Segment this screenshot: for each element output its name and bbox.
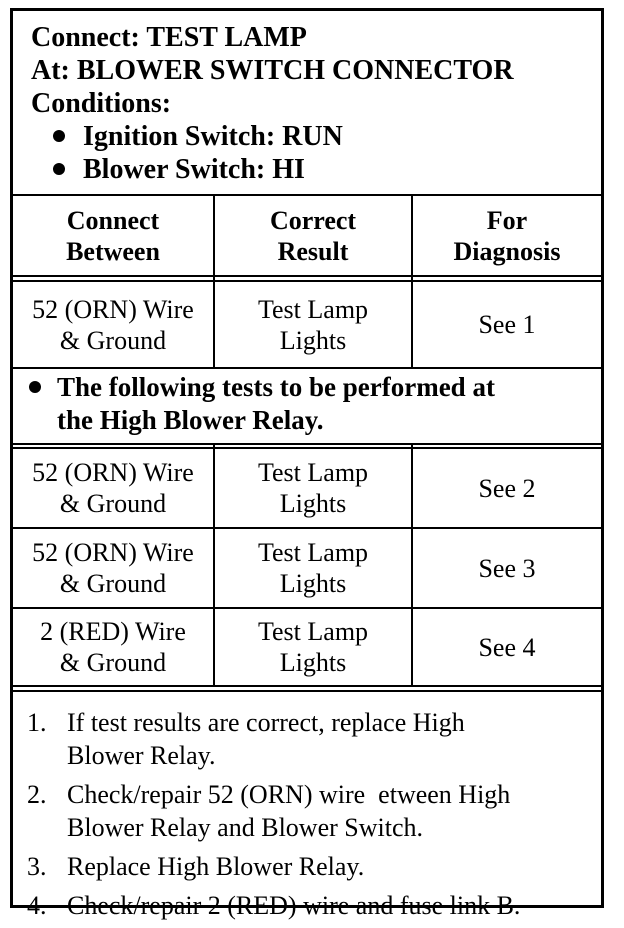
condition-item: Ignition Switch: RUN [31, 120, 601, 153]
table-row-1-diagnosis: See 1 [478, 310, 536, 339]
diagnosis-notes [13, 694, 601, 928]
note-item: 1. If test results are correct, replace High Blower Relay. [27, 708, 465, 770]
divider [13, 685, 601, 687]
table-row-1-between: 52 (ORN) Wire & Ground [32, 294, 194, 355]
relay-test-note: The following tests to be performed at the High Blower Relay. [13, 371, 601, 437]
table-row-2-diagnosis: See 2 [478, 473, 536, 503]
table-row-3-between: 52 (ORN) Wire & Ground [32, 538, 194, 598]
table-row-4-diagnosis: See 4 [478, 632, 536, 662]
table-row-2-between: 52 (ORN) Wire & Ground [32, 458, 194, 518]
diagnostic-table [10, 8, 604, 920]
connect-label: Connect: TEST LAMP [31, 22, 307, 53]
divider [13, 367, 601, 369]
note-item: 4. Check/repair 2 (RED) wire and fuse link B. [27, 891, 521, 920]
at-label: At: BLOWER SWITCH CONNECTOR [31, 55, 514, 86]
bullet-icon [53, 163, 65, 175]
column-header-for-diagnosis: For Diagnosis [453, 205, 561, 266]
divider [13, 275, 601, 277]
table-row-4-between: 2 (RED) Wire & Ground [40, 617, 186, 677]
divider [13, 443, 601, 445]
table-row-3-result: Test Lamp Lights [257, 538, 369, 598]
table-row-1-result: Test Lamp Lights [257, 294, 369, 355]
condition-item: Blower Switch: HI [31, 153, 601, 186]
note-item: 3. Replace High Blower Relay. [27, 852, 365, 881]
test-header [13, 11, 601, 194]
column-header-connect-between: Connect Between [66, 205, 160, 266]
conditions-label: Conditions: [31, 88, 172, 119]
table-row-3-diagnosis: See 3 [478, 553, 536, 583]
note-item: 2. Check/repair 52 (ORN) wire etween High Blower Relay and Blower Switch. [27, 780, 511, 842]
table-row-2-result: Test Lamp Lights [257, 458, 369, 518]
bullet-icon [53, 130, 65, 142]
divider [13, 690, 601, 692]
column-header-correct-result: Correct Result [269, 205, 357, 266]
table-row-4-result: Test Lamp Lights [257, 617, 369, 677]
bullet-icon [29, 381, 41, 393]
